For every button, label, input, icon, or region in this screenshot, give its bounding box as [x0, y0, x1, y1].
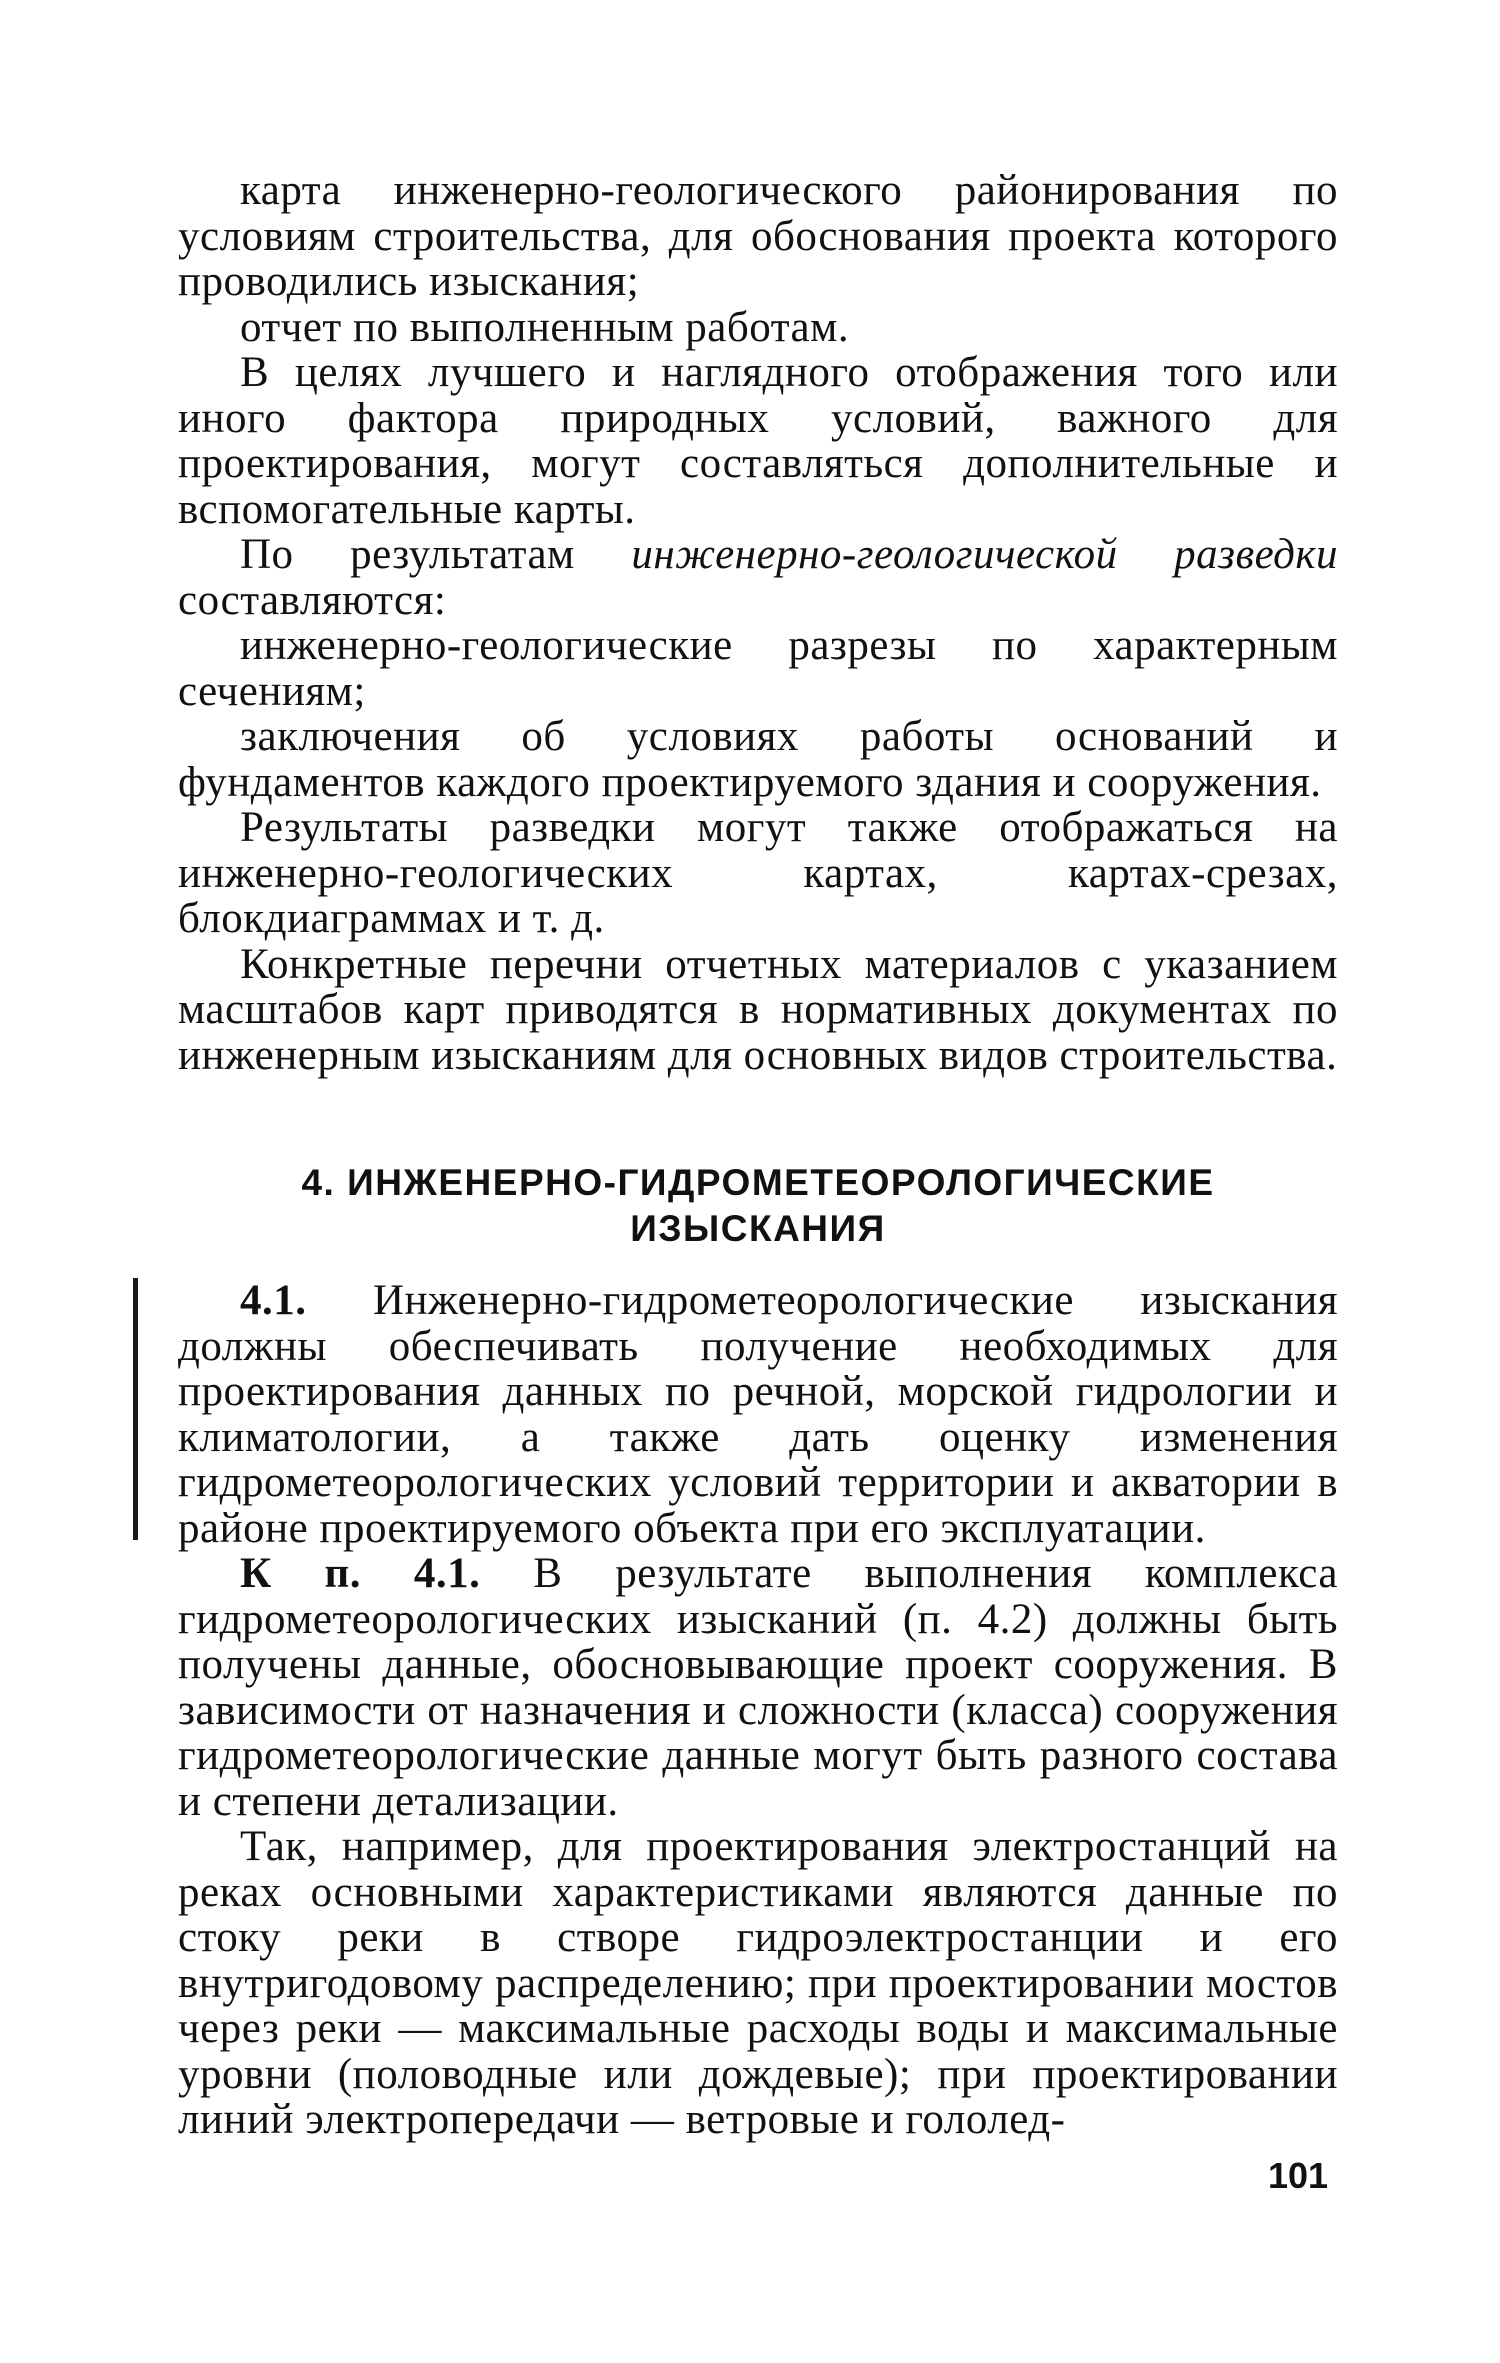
section-heading [178, 1160, 1338, 1252]
paragraph-map-list-item: карта инженерно-геологического районирования по условиям строительства, для обоснования проекта которого проводились изыскания; [178, 167, 1338, 305]
commentary-reference: К п. 4.1. [240, 1550, 481, 1597]
section-heading-line-1: 4. ИНЖЕНЕРНО-ГИДРОМЕТЕОРОЛОГИЧЕСКИЕ [301, 1162, 1215, 1203]
paragraph-additional-maps: В целях лучшего и наглядного отображения того или иного фактора природных условий, важного для проектирования, могут составляться дополнительные и вспомогательные карты. [178, 349, 1338, 533]
paragraph-text: составляются: [178, 576, 447, 624]
commentary-text: В результате выполнения комплекса гидрометеорологических изысканий (п. 4.2) должны быть получены данные, обосновывающие проект сооружения. В зависимости от назначения и сложности (класса) сооружения гидрометеорологические данные могут быть разного состава и степени детализации. [178, 1550, 1338, 1825]
text-block-top [178, 168, 1338, 1078]
paragraph-conclusions-list-item: заключения об условиях работы оснований и фундаментов каждого проектируемого здания и сооружения. [178, 713, 1338, 806]
paragraph-exploration-results [178, 532, 1338, 623]
paragraph-text: По результатам [240, 531, 632, 578]
clause-4-1 [178, 1278, 1338, 1551]
paragraph-sections-list-item: инженерно-геологические разрезы по характерным сечениям; [178, 622, 1338, 715]
clause-text: Инженерно-гидрометеорологические изыскания должны обеспечивать получение необходимых для проектирования данных по речной, морской гидрологии и климатологии, а также дать оценку изменения гидрометеорологических условий территории и акватории в районе проектируемого объекта при его эксплуатации. [178, 1277, 1338, 1552]
commentary-4-1 [178, 1551, 1338, 1824]
section-heading-line-2: ИЗЫСКАНИЯ [630, 1208, 886, 1249]
change-marker-bar [133, 1278, 138, 1540]
text-block-bottom [178, 1278, 1338, 2143]
paragraph-report-materials: Конкретные перечни отчетных материалов с указанием масштабов карт приводятся в нормативных документах по инженерным изысканиям для основных видов строительства. [178, 940, 1338, 1079]
italic-term: инженерно-геологической разведки [631, 531, 1338, 578]
page-number: 101 [1268, 2155, 1329, 2196]
paragraph-examples: Так, например, для проектирования электростанций на реках основными характеристиками являются данные по стоку реки в створе гидроэлектростанции и его внутригодовому распределению; при проектировании мостов через реки — максимальные расходы воды и максимальные уровни (половодные или дождевые); при проектировании линий электропередачи — ветровые и гололед- [178, 1823, 1338, 2143]
paragraph-report-list-item: отчет по выполненным работам. [240, 303, 850, 351]
clause-number: 4.1. [240, 1277, 307, 1324]
paragraph-results-display: Результаты разведки могут также отображаться на инженерно-геологических картах, картах-срезах, блокдиаграммах и т. д. [178, 804, 1338, 942]
